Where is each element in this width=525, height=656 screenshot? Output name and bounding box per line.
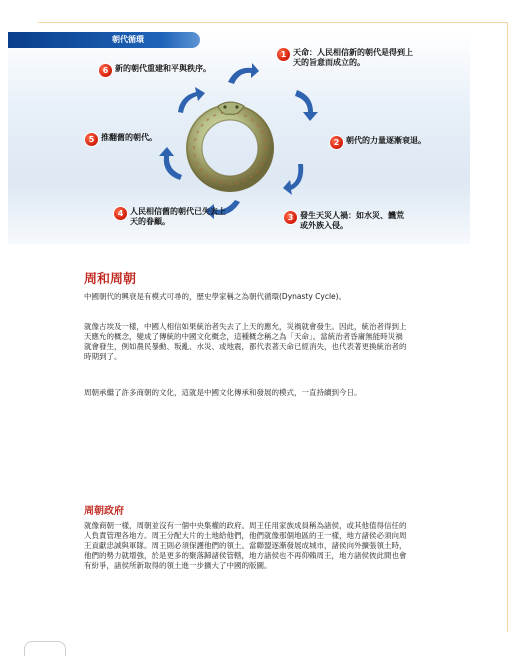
step-number-badge: 2 [330,136,343,149]
cycle-arrow-icon [293,88,319,122]
section-title-zhou: 周和周朝 [84,272,137,287]
cycle-step-2 [330,136,460,149]
figure-title-banner: 朝代循環 [8,32,200,48]
section-title-zhou-government: 周朝政府 [84,506,124,517]
page-border-right [507,22,508,632]
paragraph: 就像商朝一樣，周朝並沒有一個中央集權的政府。周王任用家族成員稱為諸侯，或其他值得信任的人負責管理各地方。周王分配大片的土地給他們，他們就像那個地區的王一樣，地方諸侯必須向周王貢獻忠誠與軍隊。周王則必須保護他們的領土。當聯盟逐漸發展成城市，諸侯向外擴張領土時，他們的勢力就增強，於是更多的聚落歸諸侯管轄，地方諸侯也不再仰賴周王，地方諸侯彼此間也會有紛爭，諸侯所新取得的領土進一步擴大了中國的版圖。 [84,521,407,570]
step-number-badge: 4 [114,207,127,220]
step-text: 天命：人民相信新的朝代是得到上天的旨意而成立的。 [293,48,413,67]
step-number-badge: 3 [284,211,297,224]
cycle-arrow-icon [226,62,260,86]
cycle-step-4 [114,207,232,227]
step-text: 朝代的力量逐漸衰退。 [346,136,426,145]
step-text: 人民相信舊的朝代已失去上天的眷顧。 [130,207,226,226]
step-number-badge: 1 [277,48,290,61]
step-number-badge: 5 [85,133,98,146]
cycle-step-1 [277,48,417,68]
cycle-arrow-icon [176,86,206,114]
page-border-top [38,22,508,23]
cycle-step-3 [284,211,404,231]
cycle-arrow-icon [158,146,184,182]
paragraph: 中國朝代的興衰是有模式可尋的，歷史學家稱之為朝代循環(Dynasty Cycle)。 [84,292,347,301]
cycle-step-5 [85,133,157,146]
step-text: 發生天災人禍：如水災、饑荒或外族入侵。 [300,211,404,230]
paragraph: 就像古埃及一樣，中國人相信如果統治者失去了上天的應允，災禍就會發生。因此，統治者得到上天應允的概念，變成了傳統的中國文化概念，這種概念稱之為「天命」。當統治者昏庸無能時災禍就會發生，例如農民暴動、叛亂、水災、或地震，都代表著天命已經消失，也代表著更換統治者的時期到了。 [84,322,407,361]
cycle-arrow-icon [283,162,309,196]
step-number-badge: 6 [99,64,112,77]
step-text: 新的朝代重建和平與秩序。 [115,64,211,73]
paragraph: 周朝承繼了許多商朝的文化，這就是中國文化傳承和發展的模式，一直持續到今日。 [84,388,362,397]
step-text: 推翻舊的朝代。 [101,133,157,142]
cycle-step-6 [99,64,219,77]
